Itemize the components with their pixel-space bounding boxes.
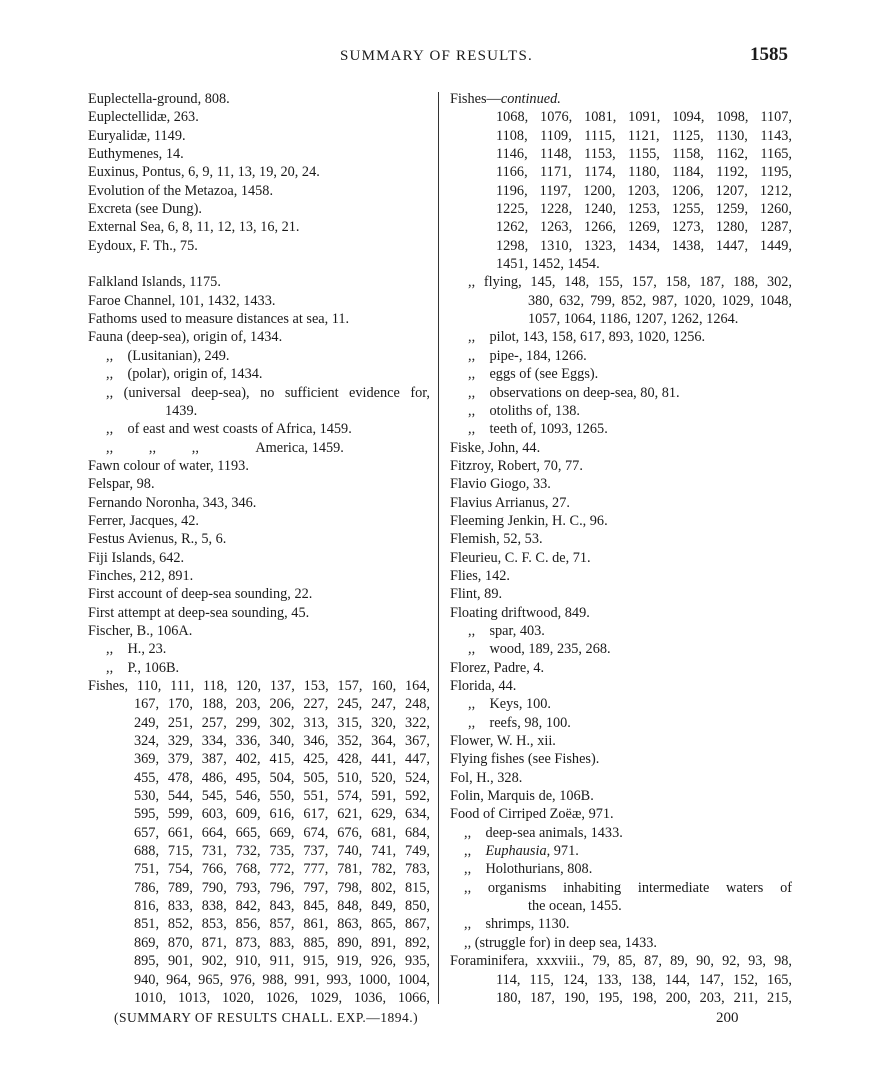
index-line [450, 145, 792, 163]
index-line-text: Ferrer, Jacques, 42. [88, 512, 199, 529]
index-line-text: Fawn colour of water, 1193. [88, 457, 249, 474]
index-line [450, 163, 792, 181]
index-line [450, 915, 792, 933]
running-head: SUMMARY OF RESULTS. [340, 48, 533, 64]
index-line-text: Florida, 44. [450, 678, 517, 694]
index-line-text: Flavio Giogo, 33. [450, 476, 551, 493]
index-line [88, 182, 430, 200]
italic-text: Euphausia [485, 843, 547, 860]
index-line-text: ,, H., 23. [106, 641, 167, 658]
index-line [450, 879, 792, 897]
index-line-text: ,, (universal deep-sea), no sufficient evidence for, [106, 384, 430, 401]
index-line [88, 769, 430, 787]
index-line-text: Fleeming Jenkin, H. C., 96. [450, 512, 608, 529]
index-line [88, 732, 430, 750]
index-line-text: ,, teeth of, 1093, 1265. [468, 421, 608, 438]
index-line-text: 1439. [165, 402, 198, 419]
index-line [88, 475, 430, 493]
italic-text: continued. [500, 91, 561, 107]
index-line [88, 604, 430, 622]
index-line [450, 255, 792, 273]
index-line [88, 420, 430, 438]
index-line [450, 512, 792, 530]
index-line [450, 273, 792, 291]
index-line-text: Felspar, 98. [88, 476, 155, 493]
page-header [0, 44, 880, 72]
index-line [88, 549, 430, 567]
index-line [450, 677, 792, 695]
index-line-text: 1068, 1076, 1081, 1091, 1094, 1098, 1107, [496, 109, 792, 126]
index-line-text: 1010, 1013, 1020, 1026, 1029, 1036, 1066, [134, 989, 430, 1006]
index-line [88, 971, 430, 989]
index-line-text: 940, 964, 965, 976, 988, 991, 993, 1000, 1004, [134, 971, 430, 988]
index-line-text: Fleurieu, C. F. C. de, 71. [450, 549, 591, 566]
index-line-text: 786, 789, 790, 793, 796, 797, 798, 802, 815, [134, 879, 430, 896]
index-line [88, 695, 430, 713]
index-line [450, 420, 792, 438]
signature-mark: 200 [716, 1010, 739, 1026]
index-line [88, 512, 430, 530]
index-line-text: ,, pilot, 143, 158, 617, 893, 1020, 1256. [468, 329, 706, 346]
index-line-text: Flying fishes (see Fishes). [450, 751, 600, 768]
index-line [450, 952, 792, 970]
index-line [88, 677, 430, 695]
index-line-text: Euplectellidæ, 263. [88, 109, 199, 126]
index-line-text: ,, reefs, 98, 100. [468, 714, 571, 731]
index-line-text: 595, 599, 603, 609, 616, 617, 621, 629, 634, [134, 806, 430, 823]
index-line-text: Falkland Islands, 1175. [88, 274, 221, 291]
index-line [88, 750, 430, 768]
index-line-text: ,, deep-sea animals, 1433. [464, 824, 623, 841]
index-line [88, 384, 430, 402]
index-line [88, 292, 430, 310]
index-line [88, 567, 430, 585]
index-line [450, 934, 792, 952]
index-line [450, 108, 792, 126]
index-column-left [88, 90, 430, 1007]
index-line [88, 787, 430, 805]
index-line [88, 860, 430, 878]
index-line-text: 851, 852, 853, 856, 857, 861, 863, 865, 867, [134, 916, 430, 933]
index-line [88, 365, 430, 383]
index-line-text: Evolution of the Metazoa, 1458. [88, 182, 274, 199]
index-line-text: 688, 715, 731, 732, 735, 737, 740, 741, 749, [134, 843, 430, 860]
index-line [450, 695, 792, 713]
index-line-text: First attempt at deep-sea sounding, 45. [88, 604, 310, 621]
index-line-text: Fiske, John, 44. [450, 439, 541, 456]
index-line-text: 1225, 1228, 1240, 1253, 1255, 1259, 1260, [496, 201, 792, 218]
index-line [450, 585, 792, 603]
index-line-text: 1196, 1197, 1200, 1203, 1206, 1207, 1212, [496, 182, 792, 199]
index-line [88, 328, 430, 346]
index-line [450, 769, 792, 787]
index-line-text: External Sea, 6, 8, 11, 12, 13, 16, 21. [88, 219, 300, 236]
index-line-text: 530, 544, 545, 546, 550, 551, 574, 591, 592, [134, 788, 430, 805]
index-column-right [450, 90, 792, 1007]
page-number: 1585 [750, 44, 788, 65]
index-line [450, 787, 792, 805]
index-line [450, 457, 792, 475]
index-line-text: ,, pipe-, 184, 1266. [468, 347, 587, 364]
index-line-tail: , 971. [546, 843, 579, 860]
index-line-text: ,, P., 106B. [106, 659, 180, 676]
index-line [88, 90, 430, 108]
index-line [450, 842, 792, 860]
index-line [450, 310, 792, 328]
index-line-text: 180, 187, 190, 195, 198, 200, 203, 211, 215, [496, 989, 792, 1006]
index-line [450, 365, 792, 383]
index-line-text: Fishes— [450, 91, 501, 107]
index-line-text: ,, [464, 843, 486, 860]
index-line-text: ,, shrimps, 1130. [464, 916, 570, 933]
index-line-text: 869, 870, 871, 873, 883, 885, 890, 891, 892, [134, 934, 430, 951]
index-line [88, 714, 430, 732]
index-line-text: 1262, 1263, 1266, 1269, 1273, 1280, 1287, [496, 219, 792, 236]
index-line-text: 114, 115, 124, 133, 138, 144, 147, 152, 165, [496, 971, 792, 988]
index-line-text: Euryalidæ, 1149. [88, 127, 186, 144]
index-line-text: ,, spar, 403. [468, 622, 545, 639]
index-line-text: 1108, 1109, 1115, 1121, 1125, 1130, 1143, [496, 127, 792, 144]
index-line-text: Flavius Arrianus, 27. [450, 494, 570, 511]
index-line [450, 604, 792, 622]
index-line-text: Florez, Padre, 4. [450, 659, 545, 676]
index-line [88, 439, 430, 457]
index-line [88, 218, 430, 236]
index-line-text: Food of Cirriped Zoëæ, 971. [450, 806, 614, 823]
index-line [450, 90, 792, 108]
index-line [88, 530, 430, 548]
index-line [450, 182, 792, 200]
index-line-text: Euthymenes, 14. [88, 146, 184, 163]
index-line [88, 879, 430, 897]
index-line-text: ,, wood, 189, 235, 268. [468, 641, 611, 658]
index-line [88, 200, 430, 218]
index-line [450, 989, 792, 1007]
index-line [450, 567, 792, 585]
index-line [88, 640, 430, 658]
index-line-text: Floating driftwood, 849. [450, 604, 590, 621]
index-line [450, 860, 792, 878]
index-line-text: Festus Avienus, R., 5, 6. [88, 531, 227, 548]
index-line [450, 897, 792, 915]
index-line-text: 324, 329, 334, 336, 340, 346, 352, 364, 367, [134, 733, 430, 750]
index-line-text: 1166, 1171, 1174, 1180, 1184, 1192, 1195, [496, 164, 792, 181]
index-line-text: Finches, 212, 891. [88, 567, 194, 584]
index-line-text: Fischer, B., 106A. [88, 622, 193, 639]
index-line-text: ,, (Lusitanian), 249. [106, 347, 230, 364]
index-line-text: Euxinus, Pontus, 6, 9, 11, 13, 19, 20, 24. [88, 164, 320, 181]
index-line [450, 971, 792, 989]
index-line [450, 805, 792, 823]
index-line-text: 895, 901, 902, 910, 911, 915, 919, 926, 935, [134, 953, 430, 970]
index-line-text: Fol, H., 328. [450, 769, 523, 786]
index-line [88, 237, 430, 255]
index-line [450, 402, 792, 420]
index-line-text: Fauna (deep-sea), origin of, 1434. [88, 329, 283, 346]
index-line-text: Fathoms used to measure distances at sea, 11. [88, 311, 350, 328]
footer-imprint: (SUMMARY OF RESULTS CHALL. EXP.—1894.) [114, 1010, 419, 1025]
index-line-text: Flower, W. H., xii. [450, 733, 556, 750]
index-line [88, 273, 430, 291]
index-line [88, 585, 430, 603]
index-line [450, 439, 792, 457]
index-line-text: Flint, 89. [450, 586, 503, 603]
index-line [450, 549, 792, 567]
index-line-text: ,, organisms inhabiting intermediate waters of [464, 879, 792, 896]
index-line [450, 824, 792, 842]
index-line-text: Faroe Channel, 101, 1432, 1433. [88, 292, 276, 309]
index-line [88, 897, 430, 915]
index-line-text: the ocean, 1455. [528, 898, 622, 915]
index-line-text: ,, Keys, 100. [468, 696, 551, 713]
index-line [450, 494, 792, 512]
index-line [88, 842, 430, 860]
column-divider [438, 92, 439, 1004]
index-line [88, 347, 430, 365]
index-line [450, 750, 792, 768]
index-line [450, 237, 792, 255]
index-line [450, 384, 792, 402]
index-line-text: Foraminifera, xxxviii., 79, 85, 87, 89, 90, 92, 93, 98, [450, 953, 792, 970]
index-line [450, 218, 792, 236]
index-line-text: 1057, 1064, 1186, 1207, 1262, 1264. [528, 311, 739, 328]
index-line [88, 659, 430, 677]
index-line-text: ,, otoliths of, 138. [468, 402, 580, 419]
index-line [450, 714, 792, 732]
index-line [88, 457, 430, 475]
index-line-text: Fitzroy, Robert, 70, 77. [450, 457, 583, 474]
index-line-text: First account of deep-sea sounding, 22. [88, 586, 313, 603]
index-line-text: 1146, 1148, 1153, 1155, 1158, 1162, 1165, [496, 146, 792, 163]
index-line [450, 347, 792, 365]
index-line-text: ,, observations on deep-sea, 80, 81. [468, 384, 680, 401]
index-line [450, 475, 792, 493]
index-line [450, 530, 792, 548]
index-line [88, 127, 430, 145]
index-line-text: Fiji Islands, 642. [88, 549, 185, 566]
index-line-text: 1451, 1452, 1454. [496, 256, 600, 273]
index-line-text: Eydoux, F. Th., 75. [88, 237, 198, 254]
index-line [88, 310, 430, 328]
index-line-text: Fishes, 110, 111, 118, 120, 137, 153, 157, 160, 164, [88, 678, 430, 694]
index-spacer [88, 255, 430, 273]
index-line-text: ,, flying, 145, 148, 155, 157, 158, 187, 188, 302, [468, 274, 792, 291]
index-line [450, 640, 792, 658]
index-line-text: 657, 661, 664, 665, 669, 674, 676, 681, 684, [134, 824, 430, 841]
index-line-text: Flemish, 52, 53. [450, 531, 543, 548]
index-line [450, 292, 792, 310]
index-line-text: 369, 379, 387, 402, 415, 425, 428, 441, 447, [134, 751, 430, 768]
index-line [450, 328, 792, 346]
index-line-text: 816, 833, 838, 842, 843, 845, 848, 849, 850, [134, 898, 430, 915]
index-line [88, 622, 430, 640]
index-line-text: ,, eggs of (see Eggs). [468, 366, 599, 383]
index-line-text: ,, (struggle for) in deep sea, 1433. [464, 934, 657, 951]
index-line [88, 824, 430, 842]
index-line [88, 952, 430, 970]
index-line-text: Folin, Marquis de, 106B. [450, 788, 594, 805]
index-line [88, 108, 430, 126]
index-line [450, 622, 792, 640]
index-line-text: ,, ,, ,, America, 1459. [106, 439, 344, 456]
index-line-text: 167, 170, 188, 203, 206, 227, 245, 247, 248, [134, 696, 430, 713]
index-line-text: 249, 251, 257, 299, 302, 313, 315, 320, 322, [134, 714, 430, 731]
index-line [450, 127, 792, 145]
index-line-text: Excreta (see Dung). [88, 201, 202, 218]
index-line-text: ,, of east and west coasts of Africa, 1459. [106, 421, 352, 438]
index-line [450, 200, 792, 218]
index-line [88, 145, 430, 163]
index-line [88, 163, 430, 181]
index-line [88, 402, 430, 420]
index-line-text: 455, 478, 486, 495, 504, 505, 510, 520, 524, [134, 769, 430, 786]
index-line [88, 989, 430, 1007]
index-line [450, 659, 792, 677]
index-line [88, 915, 430, 933]
index-line [450, 732, 792, 750]
index-line [88, 934, 430, 952]
index-line-text: Flies, 142. [450, 567, 510, 584]
index-line [88, 805, 430, 823]
index-line-text: ,, (polar), origin of, 1434. [106, 366, 263, 383]
index-line-text: ,, Holothurians, 808. [464, 861, 593, 878]
index-line [88, 494, 430, 512]
index-line-text: 751, 754, 766, 768, 772, 777, 781, 782, 783, [134, 861, 430, 878]
index-line-text: 1298, 1310, 1323, 1434, 1438, 1447, 1449, [496, 237, 792, 254]
index-line-text: Fernando Noronha, 343, 346. [88, 494, 257, 511]
index-line-text: Euplectella-ground, 808. [88, 91, 230, 107]
index-line-text: 380, 632, 799, 852, 987, 1020, 1029, 1048, [528, 292, 792, 309]
